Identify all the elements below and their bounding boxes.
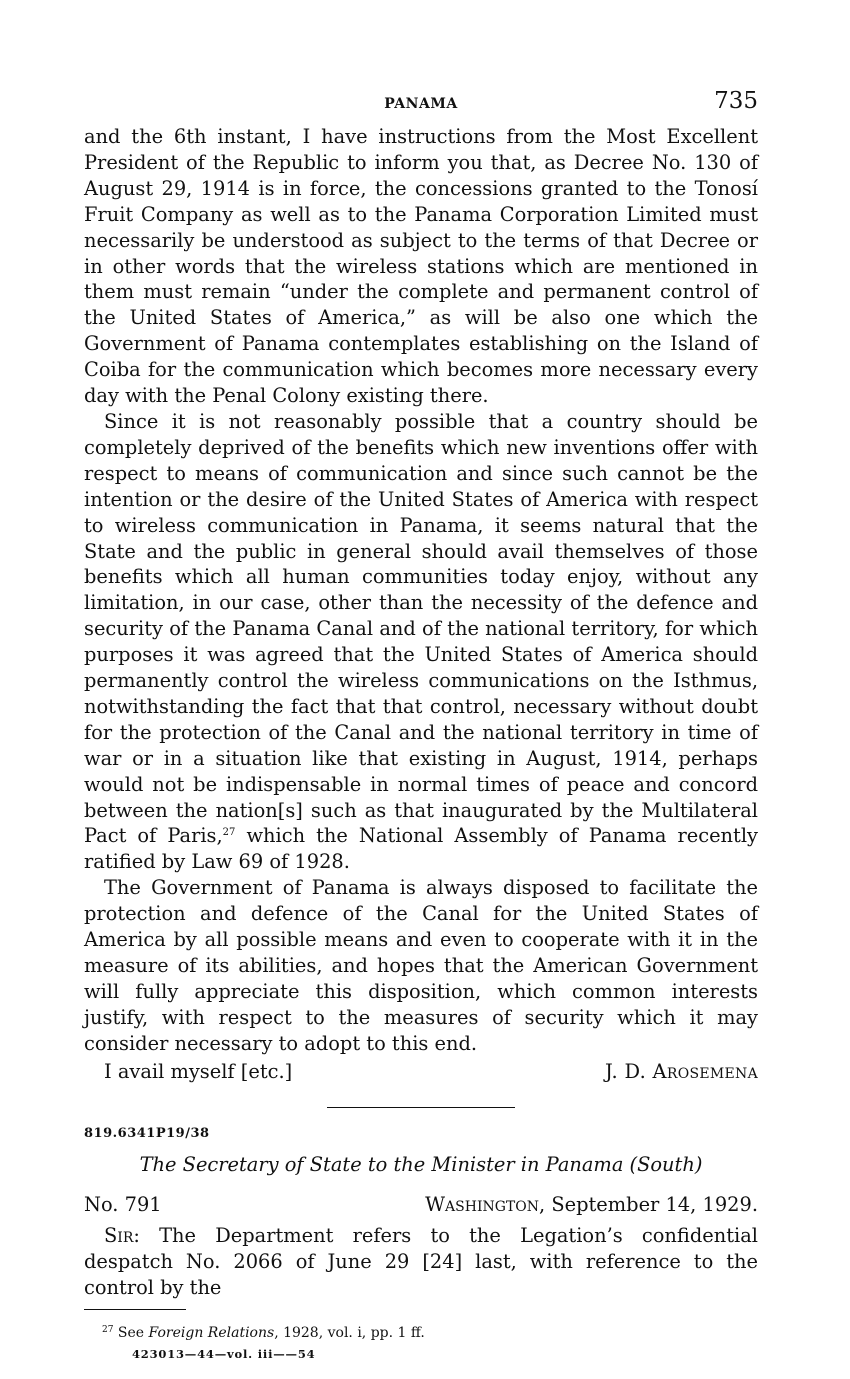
page-number: 735: [714, 88, 758, 114]
dateline: [84, 1192, 758, 1218]
page-header: [84, 88, 758, 124]
document-title: The Secretary of State to the Minister in Panama (South): [139, 1152, 703, 1176]
paragraph-benefits-tail: which the National Assembly of Panama recently ratified by Law 69 of 1928.: [84, 824, 758, 874]
document-page: [84, 88, 758, 1361]
second-letter-body: [84, 1223, 758, 1301]
paragraph-benefits-text: Since it is not reasonably possible that a country should be completely deprived of the benefits which new inventions offer with respect to means of communication and since such cannot be the intention or the desire of the United States of America with respect to wireless communication in Panama, it seems natural that the State and the public in general should avail themselves of those benefits which all human communities today enjoy, without any limitation, in our case, other than the necessity of the defence and security of the Panama Canal and of the national territory, for which purposes it was agreed that the United States of America should permanently control the wireless communications on the Isthmus, notwithstanding the fact that that control, necessary without doubt for the protection of the Canal and the national territory in time of war or in a situation like that existing in August, 1914, perhaps would not be indispensable in normal times of peace and concord between the nation[s] such as that inaugurated by the Multilateral Pact of Paris,: [84, 409, 758, 848]
salutation: Sir: [104, 1224, 134, 1248]
footnote-rest: , 1928, vol. i, pp. 1 ff.: [274, 1325, 425, 1342]
running-head: PANAMA: [384, 96, 458, 112]
section-divider: [327, 1107, 515, 1108]
place-and-date: [425, 1192, 758, 1218]
footnote-prefix: See: [117, 1325, 149, 1342]
paragraph-continuation: and the 6th instant, I have instructions from the Most Excellent President of the Republic to inform you that, as Decree No. 130 of August 29, 1914 is in force, the concessions granted to the Tonosí Fruit Company as well as to the Panama Corporation Limited must necessarily be understood as subject to the terms of that Decree or in other words that the wireless stations which are mentioned in them must remain “under the complete and permanent control of the United States of America,” as will be also one which the Government of Panama contemplates establishing on the Island of Coiba for the communication which becomes more necessary every day with the Penal Colony existing there.: [84, 125, 758, 408]
second-letter-text: : The Department refers to the Legation’s confidential despatch No. 2066 of June 29 [24] last, with reference to the control by the: [84, 1224, 758, 1300]
print-line: 423013—44—vol. iii——54: [132, 1347, 316, 1362]
footnote-reference: 27: [222, 827, 236, 839]
place: Washington: [425, 1192, 539, 1216]
closing-formula: I avail myself [etc.]: [104, 1059, 293, 1083]
footnote: [84, 1320, 758, 1343]
paragraph-cooperation: The Government of Panama is always disposed to facilitate the protection and defence of the Canal for the United States of America by all possible means and even to cooperate with it in the measure of its abilities, and hopes that the American Government will fully appreciate this disposition, which common interests justify, with respect to the measures of security which it may consider necessary to adopt to this end.: [84, 876, 758, 1055]
signature: J. D. Arosemena: [604, 1059, 758, 1083]
file-number: 819.6341P19/38: [84, 1125, 210, 1141]
despatch-number: No. 791: [84, 1192, 162, 1216]
letter-body-text: [84, 124, 758, 1057]
date: , September 14, 1929.: [539, 1192, 758, 1216]
second-letter-opening: [84, 1223, 758, 1301]
footnote-divider: [84, 1309, 186, 1310]
paragraph-benefits: [84, 409, 758, 875]
footnote-mark: 27: [102, 1325, 114, 1336]
closing-line: [84, 1059, 758, 1085]
footnote-title: Foreign Relations: [148, 1325, 275, 1342]
